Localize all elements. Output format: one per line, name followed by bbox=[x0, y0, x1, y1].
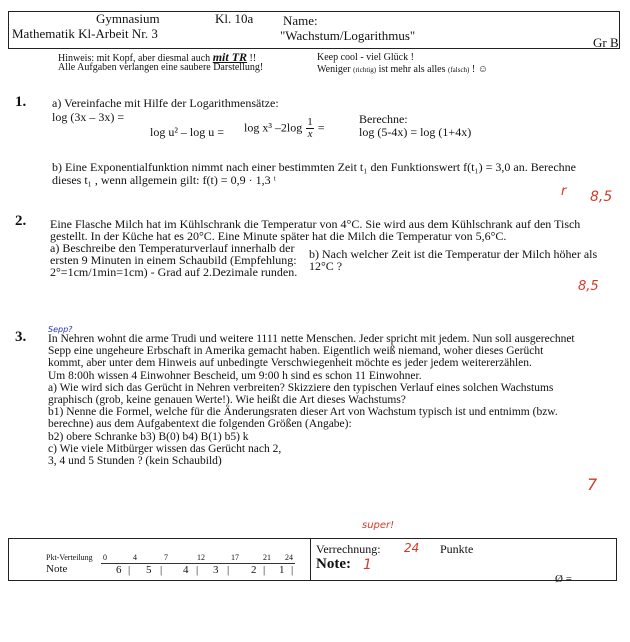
note-scale-label: Note bbox=[46, 563, 68, 575]
expr-3-left: log x³ –2log bbox=[244, 120, 303, 135]
note-scale-value: 1 bbox=[279, 564, 285, 576]
weniger-b: ist mehr als alles bbox=[378, 64, 446, 75]
task-3-line: b2) obere Schranke b3) B(0) b4) B(1) b5) k bbox=[48, 430, 249, 443]
task-2a-line-3: 2°=1cm/1min=1cm) - Grad auf 2.Dezimale runden. bbox=[50, 265, 298, 279]
footer-divider bbox=[310, 538, 311, 581]
school-name: Gymnasium bbox=[96, 11, 160, 26]
punkte-label: Punkte bbox=[440, 542, 474, 556]
pkt-value: 24 bbox=[285, 553, 293, 562]
footer-right-rule bbox=[616, 538, 617, 581]
task-3-text bbox=[48, 333, 608, 467]
hint-prefix: Hinweis: mit Kopf, aber diesmal auch bbox=[58, 53, 211, 64]
weniger-c: ! ☺ bbox=[471, 64, 488, 75]
class-label: Kl. 10a bbox=[215, 11, 254, 26]
task-3-line: kommt, aber unter dem Hinweis auf unbedingte Verschwiegenheit möchte es jeder jedem weitererzählen. bbox=[48, 357, 532, 370]
header-bottom-rule bbox=[8, 48, 620, 49]
final-note-value: 1 bbox=[363, 557, 372, 573]
task-2a-line-1: a) Beschreibe den Temperaturverlauf innerhalb der bbox=[50, 241, 295, 255]
note-scale-sep: | bbox=[196, 564, 199, 576]
note-scale-sep: | bbox=[227, 564, 230, 576]
task-3-line: In Nehren wohnt die arme Trudi und weitere 1111 nette Menschen. Jeder spricht mit jedem. Nun soll ausgerechnet bbox=[48, 333, 575, 345]
task-3-line: 3, 4 und 5 Stunden ? (kein Schaubild) bbox=[48, 455, 222, 468]
pkt-value: 17 bbox=[231, 553, 239, 562]
weniger-small-1: (richtig) bbox=[353, 66, 377, 74]
pkt-value: 12 bbox=[197, 553, 205, 562]
weniger-small-2: (falsch) bbox=[448, 66, 470, 74]
task-3-line: a) Wie wird sich das Gerücht in Nehren verbreiten? Skizziere den typischen Verlauf eines solchen Wachstums bbox=[48, 381, 554, 394]
pkt-value: 7 bbox=[164, 553, 168, 562]
task-1a-expr-1: log (3x – 3x) = bbox=[52, 110, 125, 124]
task-3-annotation: Sepp? bbox=[48, 325, 73, 334]
note-scale-sep: | bbox=[291, 564, 294, 576]
name-label: Name: bbox=[283, 13, 318, 28]
weniger-line bbox=[317, 64, 488, 75]
task-2-line-1: Eine Flasche Milch hat im Kühlschrank die Temperatur von 4°C. Sie wird aus dem Kühlschrank auf den Tisch bbox=[50, 217, 581, 231]
note-scale-sep: | bbox=[128, 564, 131, 576]
header-left-rule bbox=[8, 11, 9, 48]
task-3-line: Sepp eine ungeheure Erbschaft in Amerika gemacht haben. Eigentlich weiß niemand, woher dieses Gerücht bbox=[48, 345, 544, 358]
pkt-value: 21 bbox=[263, 553, 271, 562]
fraction-denominator: x bbox=[307, 128, 313, 140]
task-1b-line-2: dieses t₁ , wenn allgemein gilt: f(t) = 0,9 · 1,3 ᵗ bbox=[52, 173, 276, 187]
task-3-line: berechne) aus dem Aufgabentext die folgenden Größen (Angabe): bbox=[48, 418, 352, 431]
fraction-numerator: 1 bbox=[307, 116, 313, 128]
task-1a-expr-3 bbox=[244, 117, 325, 140]
expr-3-right: = bbox=[317, 120, 325, 135]
exam-subject: Mathematik Kl-Arbeit Nr. 3 bbox=[12, 26, 158, 41]
final-note-label: Note: bbox=[316, 556, 351, 572]
header-right-rule bbox=[619, 11, 620, 48]
pkt-value: 0 bbox=[103, 553, 107, 562]
task-2-line-2: gestellt. In der Küche hat es 20°C. Eine Minute später hat die Milch die Temperatur von 5,6°C. bbox=[50, 229, 507, 243]
average-label: Ø = bbox=[555, 573, 572, 585]
task-1-check-mark: r bbox=[561, 184, 567, 199]
task-3-number: 3. bbox=[15, 329, 27, 345]
task-1b-line-1: b) Eine Exponentialfunktion nimmt nach einer bestimmten Zeit t₁ den Funktionswert f(t₁) = 3,0 an. Berechne bbox=[52, 160, 577, 174]
footer-left-rule bbox=[8, 538, 9, 581]
task-3-line: b1) Nenne die Formel, welche für die Änderungsraten dieser Art von Wachstum typisch ist und entnimm (bzw. bbox=[48, 406, 558, 419]
hint-tr: mit TR bbox=[212, 50, 248, 64]
task-2b-line-1: b) Nach welcher Zeit ist die Temperatur der Milch höher als bbox=[309, 247, 598, 261]
note-scale-value: 5 bbox=[146, 564, 152, 576]
fraction-1-over-x bbox=[306, 117, 314, 140]
task-1a-expr-2: log u² – log u = bbox=[150, 125, 225, 139]
note-scale-value: 6 bbox=[116, 564, 122, 576]
footer-bottom-rule bbox=[8, 580, 617, 581]
note-scale-value: 4 bbox=[183, 564, 189, 576]
task-1a-text: a) Vereinfache mit Hilfe der Logarithmensätze: bbox=[52, 96, 279, 110]
hint-suffix: !! bbox=[249, 53, 257, 64]
exam-topic: "Wachstum/Logarithmus" bbox=[280, 28, 416, 43]
weniger-a: Weniger bbox=[317, 64, 351, 75]
task-2a-line-2: ersten 9 Minuten in einem Schaubild (Empfehlung: bbox=[50, 253, 297, 267]
task-3-line: c) Wie viele Mitbürger wissen das Gerücht nach 2, bbox=[48, 442, 282, 455]
verrechnung-value: 24 bbox=[404, 541, 420, 555]
note-scale-sep: | bbox=[160, 564, 163, 576]
verrechnung-label: Verrechnung: bbox=[316, 542, 381, 556]
keep-cool: Keep cool - viel Glück ! bbox=[317, 52, 414, 63]
group-label: Gr B bbox=[593, 35, 619, 50]
task-3-line: graphisch (grob, keine genauen Werte!). Wie heißt die Art dieses Wachstums? bbox=[48, 394, 406, 407]
task-2b-line-2: 12°C ? bbox=[309, 259, 343, 273]
task-1a-expr-4: log (5-4x) = log (1+4x) bbox=[359, 125, 472, 139]
task-2-points: 8,5 bbox=[578, 279, 599, 294]
berechne-label: Berechne: bbox=[359, 112, 408, 126]
pkt-label: Pkt-Verteilung bbox=[46, 553, 93, 562]
footer-top-rule bbox=[8, 538, 617, 539]
task-1-number: 1. bbox=[15, 94, 27, 110]
task-3-line: Um 8:00h wissen 4 Einwohner Bescheid, um 9:00 h sind es schon 11 Einwohner. bbox=[48, 369, 422, 382]
note-scale-value: 2 bbox=[251, 564, 257, 576]
note-scale-value: 3 bbox=[213, 564, 219, 576]
task-1-points: 8,5 bbox=[590, 189, 613, 205]
task-3-points: 7 bbox=[587, 475, 598, 494]
note-scale-sep: | bbox=[263, 564, 266, 576]
task-2-number: 2. bbox=[15, 213, 27, 229]
super-comment: super! bbox=[362, 520, 395, 531]
hint-line-2: Alle Aufgaben verlangen eine saubere Darstellung! bbox=[58, 62, 264, 73]
pkt-value: 4 bbox=[133, 553, 137, 562]
